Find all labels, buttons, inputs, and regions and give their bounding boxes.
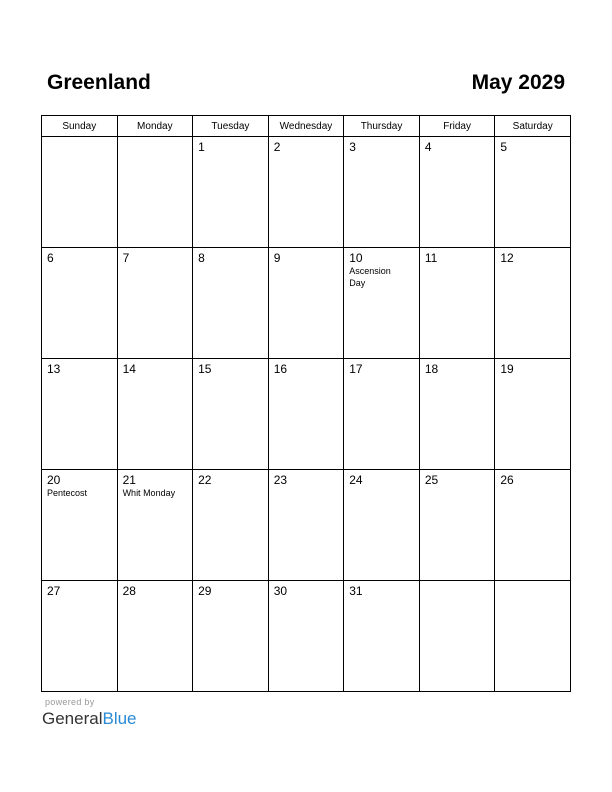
day-number: 22 [198, 473, 212, 487]
powered-by-text: powered by [45, 697, 95, 707]
day-number: 4 [424, 140, 432, 154]
day-number: 8 [198, 251, 205, 265]
day-cell [117, 359, 193, 470]
day-number: 9 [273, 251, 281, 265]
day-number: 21 [122, 473, 136, 487]
day-number: 27 [47, 584, 61, 598]
week-row-2 [42, 248, 571, 359]
day-number [495, 581, 570, 584]
weekday-wednesday: Wednesday [268, 116, 344, 137]
day-number [420, 581, 495, 584]
day-cell [42, 359, 118, 470]
day-number: 28 [122, 584, 136, 598]
day-cell [117, 137, 193, 248]
day-cell [495, 470, 571, 581]
calendar-grid [41, 115, 571, 692]
day-number [42, 137, 117, 140]
day-cell [419, 581, 495, 692]
day-cell [419, 137, 495, 248]
week-row-3 [42, 359, 571, 470]
day-cell [419, 470, 495, 581]
day-cell [344, 137, 420, 248]
day-cell [344, 248, 420, 359]
day-cell [495, 359, 571, 470]
week-row-5 [42, 581, 571, 692]
weekday-monday: Monday [117, 116, 193, 137]
day-number: 10 [349, 251, 363, 265]
holiday-label: Ascension Day [349, 266, 391, 288]
day-cell [344, 359, 420, 470]
day-cell [344, 581, 420, 692]
day-cell [344, 470, 420, 581]
day-number: 13 [47, 362, 61, 376]
generalblue-logo [42, 709, 137, 729]
month-year-title: May 2029 [471, 71, 565, 94]
weekday-friday: Friday [419, 116, 495, 137]
weekday-saturday: Saturday [495, 116, 571, 137]
day-number: 2 [273, 140, 281, 154]
day-number: 17 [349, 362, 363, 376]
day-cell [419, 248, 495, 359]
day-cell [117, 470, 193, 581]
day-number: 1 [198, 140, 205, 154]
day-cell [268, 359, 344, 470]
day-number: 20 [47, 473, 61, 487]
day-number: 26 [500, 473, 514, 487]
week-row-1 [42, 137, 571, 248]
day-number: 31 [349, 584, 363, 598]
weekday-header-row [42, 116, 571, 137]
day-number: 11 [424, 251, 438, 265]
day-number: 16 [273, 362, 288, 376]
day-cell [495, 581, 571, 692]
footer-brand [42, 697, 137, 729]
weekday-tuesday: Tuesday [193, 116, 269, 137]
day-number [118, 137, 193, 140]
day-number: 19 [500, 362, 514, 376]
day-number: 29 [198, 584, 212, 598]
day-number: 6 [47, 251, 54, 265]
day-number: 24 [349, 473, 363, 487]
day-cell [268, 137, 344, 248]
holiday-label: Pentecost [47, 488, 88, 498]
day-cell [42, 470, 118, 581]
logo-general: General [42, 709, 103, 728]
day-cell [42, 137, 118, 248]
day-cell [268, 470, 344, 581]
day-number: 23 [273, 473, 288, 487]
country-title: Greenland [47, 71, 151, 94]
day-cell [419, 359, 495, 470]
week-row-4 [42, 470, 571, 581]
weekday-sunday: Sunday [42, 116, 118, 137]
day-cell [495, 137, 571, 248]
day-number: 25 [424, 473, 439, 487]
holiday-label: Whit Monday [122, 488, 176, 498]
day-cell [42, 248, 118, 359]
day-number: 7 [122, 251, 130, 265]
day-number: 14 [122, 362, 136, 376]
day-cell [193, 470, 269, 581]
day-number: 15 [198, 362, 212, 376]
day-cell [268, 248, 344, 359]
day-cell [117, 581, 193, 692]
day-number: 3 [349, 140, 356, 154]
day-number: 18 [424, 362, 439, 376]
day-cell [193, 248, 269, 359]
day-cell [268, 581, 344, 692]
day-number: 30 [273, 584, 288, 598]
day-number: 5 [500, 140, 508, 154]
day-cell [193, 137, 269, 248]
weekday-thursday: Thursday [344, 116, 420, 137]
day-number: 12 [500, 251, 514, 265]
day-cell [495, 248, 571, 359]
day-cell [117, 248, 193, 359]
logo-blue: Blue [102, 709, 137, 728]
day-cell [42, 581, 118, 692]
day-cell [193, 581, 269, 692]
day-cell [193, 359, 269, 470]
